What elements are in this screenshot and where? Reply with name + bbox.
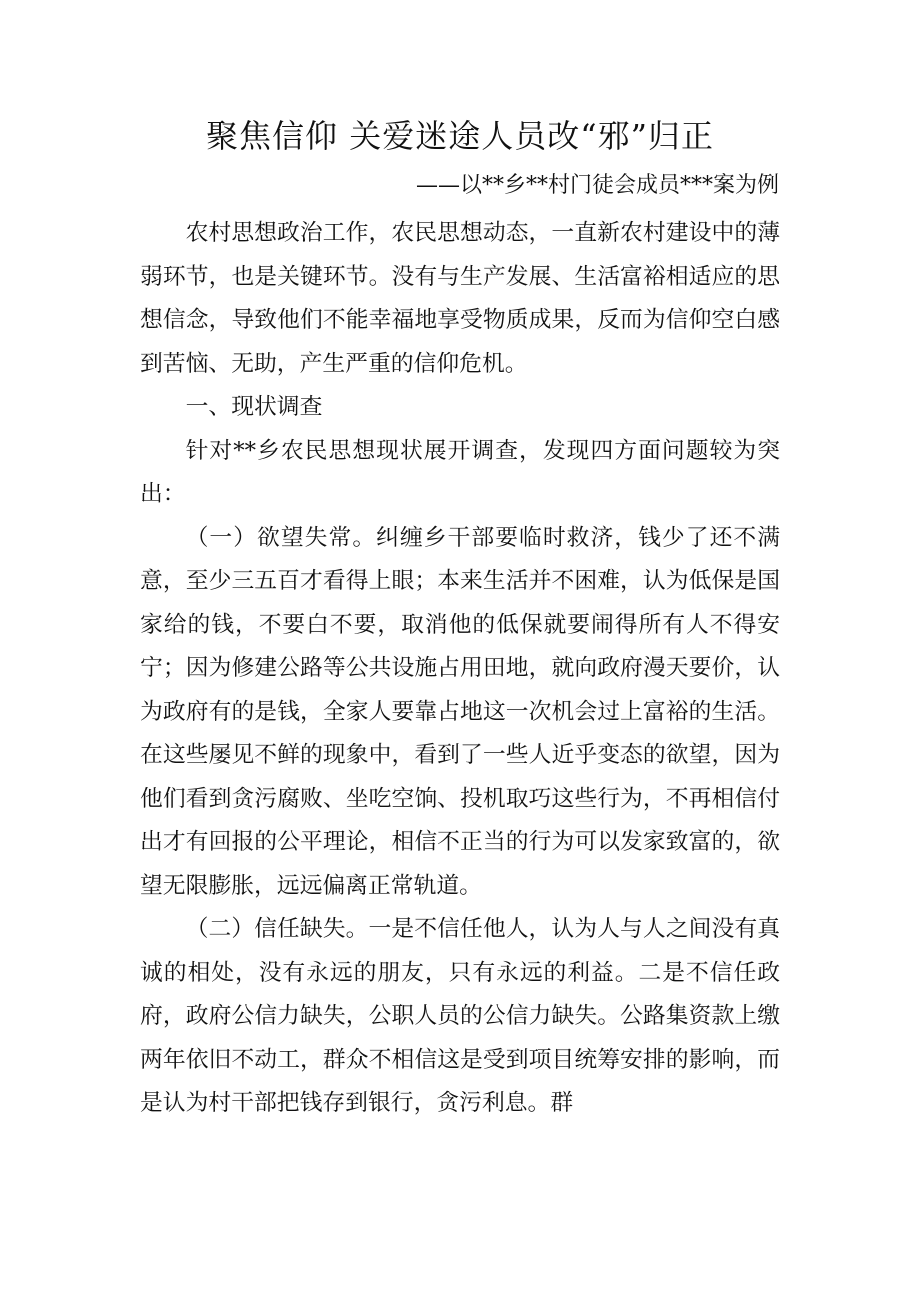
document-title: 聚焦信仰 关爱迷途人员改“邪”归正 [206, 117, 714, 155]
document-subtitle: ——以**乡**村门徒会成员***案为例 [415, 173, 779, 198]
paragraph-survey: 针对**乡农民思想现状展开调查，发现四方面问题较为突出： [140, 437, 780, 507]
section-heading: 一、现状调查 [185, 394, 323, 420]
paragraph-trust: （二）信任缺失。一是不信任他人，认为人与人之间没有真诚的相处，没有永远的朋友，只有永远的利益。二是不信任政府，政府公信力缺失，公职人员的公信力缺失。公路集资款上缴两年依旧不动工，群众不相信这是受到项目统筹安排的影响，而是认为村干部把钱存到银行，贪污利息。群 [140, 916, 780, 1116]
document-body [140, 212, 780, 1126]
paragraph-intro: 农村思想政治工作，农民思想动态，一直新农村建设中的薄弱环节，也是关键环节。没有与生产发展、生活富裕相适应的思想信念，导致他们不能幸福地享受物质成果，反而为信仰空白感到苦恼、无助，产生严重的信仰危机。 [140, 220, 780, 377]
paragraph-desire: （一）欲望失常。纠缠乡干部要临时救济，钱少了还不满意，至少三五百才看得上眼；本来生活并不困难，认为低保是国家给的钱，不要白不要，取消他的低保就要闹得所有人不得安宁；因为修建公路等公共设施占用田地，就向政府漫天要价，认为政府有的是钱，全家人要靠占地这一次机会过上富裕的生活。在这些屡见不鲜的现象中，看到了一些人近乎变态的欲望，因为他们看到贪污腐败、坐吃空饷、投机取巧这些行为，不再相信付出才有回报的公平理论，相信不正当的行为可以发家致富的，欲望无限膨胀，远远偏离正常轨道。 [140, 524, 780, 899]
